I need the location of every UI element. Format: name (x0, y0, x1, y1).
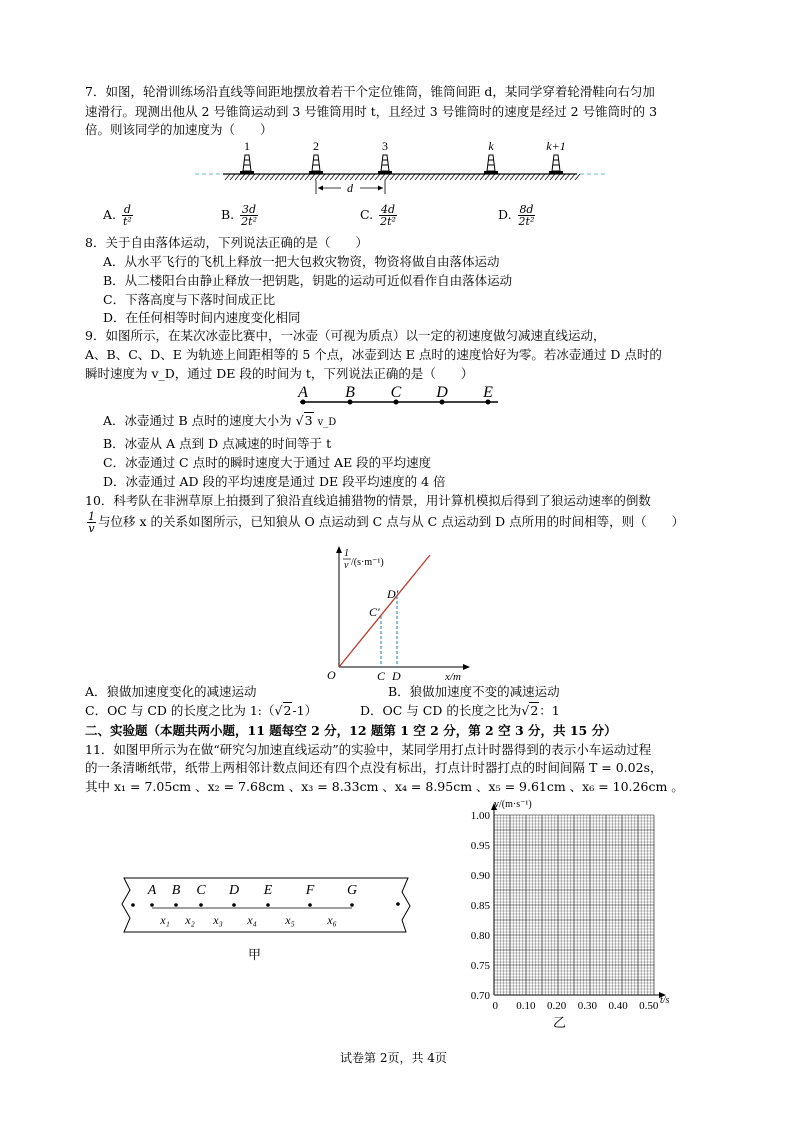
section2-title: 二、实验题（本题共两小题，11 题每空 2 分，12 题第 1 空 2 分，第 2 空 3 分，共 15 分） (85, 723, 617, 738)
cone-4 (484, 155, 498, 174)
q7-option-b[interactable]: B. $\frac{3d}{\text{2t²}}$ (221, 203, 257, 228)
q10-option-a[interactable]: A．狼做加速度变化的减速运动 (85, 684, 257, 699)
q10-option-b[interactable]: B．狼做加速度不变的减速运动 (388, 684, 560, 699)
grid-x-tick: 0.10 (516, 1000, 536, 1012)
q10-option-d[interactable]: D．OC 与 CD 的长度之比为√2：1 (360, 703, 560, 718)
q9-line-2: A、B、C、D、E 为轨迹上间距相等的 5 个点，冰壶到达 E 点时的速度恰好为零。若冰壶通过 D 点时的 (85, 347, 662, 362)
q7-cone-figure (195, 138, 615, 200)
grid-x-label: t/s (660, 995, 670, 1006)
q7-cone-label-k: k (488, 139, 494, 153)
q10-y-frac-num: 1 (344, 548, 349, 559)
tape-point-a: A (147, 883, 157, 898)
tape-seg-x3: x₃ (213, 913, 223, 927)
q8-option-b[interactable]: B．从二楼阳台由静止释放一把钥匙，钥匙的运动可近似看作自由落体运动 (103, 273, 513, 288)
q9-point-a: A (298, 384, 308, 401)
grid-y-tick: 0.70 (470, 990, 490, 1002)
q11-line-2: 的一条清晰纸带，纸带上两相邻计数点间还有四个点没有标出，打点计时器打点的时间间隔 T = 0.02s， (85, 760, 663, 775)
tape-seg-x6: x₆ (327, 913, 337, 927)
q7-option-a[interactable]: A. $\frac{d}{\text{t²}}$ (103, 203, 132, 228)
q9-option-a[interactable]: A．冰壶通过 B 点时的速度大小为 √3 v_D (103, 413, 337, 428)
grid-y-label: v/(m·s⁻¹) (494, 799, 532, 810)
q10-line-1: 10．科考队在非洲草原上拍摄到了狼沿直线追捕猎物的情景，用计算机模拟后得到了狼运动速率的倒数 (85, 493, 651, 508)
grid-y-tick: 0.90 (470, 870, 490, 882)
tape-point-g: G (346, 883, 358, 898)
cone-3 (378, 155, 392, 174)
grid-x-tick: 0.50 (639, 1000, 659, 1012)
q8-option-d[interactable]: D．在任何相等时间内速度变化相同 (103, 310, 301, 325)
grid-x-tick: 0.20 (547, 1000, 567, 1012)
q7-line-2: 速滑行。现测出他从 2 号锥筒运动到 3 号锥筒用时 t，且经过 3 号锥筒时的速度是经过 2 号锥筒时的 3 (85, 104, 658, 119)
q10-y-frac-den: v (344, 560, 349, 571)
q9-point-e: E (483, 384, 493, 401)
q9-line-1: 9．如图所示，在某次冰壶比赛中，一冰壶（可视为质点）以一定的初速度做匀减速直线运动， (85, 328, 606, 343)
q10-x-label: x/m (445, 671, 461, 683)
page-footer: 试卷第 2页，共 4页 (340, 1051, 447, 1065)
grid-y-tick: 0.75 (470, 960, 490, 972)
cone-5 (549, 155, 563, 174)
q8-option-c[interactable]: C．下落高度与下落时间成正比 (103, 292, 276, 307)
q7-line-1: 7．如图，轮滑训练场沿直线等间距地摆放着若干个定位锥筒，锥筒间距 d，某同学穿着轮滑鞋向右匀加 (85, 84, 655, 99)
grid-y-tick: 1.00 (470, 810, 490, 822)
q9-option-d[interactable]: D．冰壶通过 AD 段的平均速度是通过 DE 段平均速度的 4 倍 (103, 474, 446, 489)
q11-line-1: 11．如图甲所示为在做“研究匀加速直线运动”的实验中，某同学用打点计时器得到的表示小车运动过程 (85, 742, 652, 757)
q7-line-3: 倍。则该同学的加速度为（ ） (85, 122, 273, 137)
q7-option-d[interactable]: D. $\frac{8d}{\text{2t²}}$ (498, 203, 535, 228)
q10-option-c[interactable]: C．OC 与 CD 的长度之比为 1:（√2-1） (85, 703, 318, 718)
q9-point-d: D (436, 384, 448, 401)
fig-yi-caption: 乙 (553, 1016, 567, 1031)
q11-velocity-grid (460, 795, 680, 1025)
tape-seg-x5: x₅ (285, 913, 295, 927)
q7-option-c[interactable]: C. $\frac{4d}{\text{2t²}}$ (360, 203, 396, 228)
tape-point-f: F (305, 883, 315, 898)
tape-seg-x1: x₁ (160, 913, 170, 927)
tape-point-e: E (263, 883, 273, 898)
q9-option-b[interactable]: B．冰壶从 A 点到 D 点减速的时间等于 t (103, 436, 332, 451)
q9-point-c: C (390, 384, 402, 401)
tape-point-d: D (228, 883, 240, 898)
q7-cone-label-1: 1 (244, 139, 250, 153)
q9-point-b: B (345, 384, 355, 401)
q11-tape-figure (118, 872, 418, 942)
q10-cp-label: C' (369, 605, 380, 619)
q10-y-label: /(s·m⁻¹) (351, 557, 384, 568)
q7-cone-label-3: 3 (382, 139, 388, 153)
grid-y-tick: 0.85 (470, 900, 490, 912)
q10-dp-label: D' (387, 587, 399, 601)
grid-x-tick: 0.40 (608, 1000, 628, 1012)
tape-point-b: B (171, 883, 181, 898)
grid-x-tick: 0.30 (577, 1000, 597, 1012)
q8-option-a[interactable]: A．从水平飞行的飞机上释放一把大包救灾物资，物资将做自由落体运动 (103, 254, 500, 269)
q10-graph (320, 543, 480, 683)
q10-d-label: D (392, 669, 401, 683)
q10-origin: O (327, 668, 336, 682)
q10-line-2: $\frac{1}{v}$ 与位移 x 的关系如图所示，已知狼从 O 点运动到 C 点与从 C 点运动到 D 点所用的时间相等，则（ ） (88, 510, 685, 535)
q9-option-c[interactable]: C．冰壶通过 C 点时的瞬时速度大于通过 AE 段的平均速度 (103, 455, 432, 470)
tape-point-c: C (196, 883, 206, 898)
cone-2 (309, 155, 323, 174)
tape-seg-x4: x₄ (247, 913, 257, 927)
fig-jia-caption: 甲 (248, 948, 262, 963)
q8-stem: 8．关于自由落体运动，下列说法正确的是（ ） (85, 235, 368, 250)
q10-c-label: C (377, 669, 386, 683)
q7-d-label: d (347, 181, 353, 195)
q7-cone-label-k1: k+1 (546, 139, 566, 153)
cone-1 (240, 155, 254, 174)
q9-track-figure (290, 382, 510, 410)
grid-y-tick: 0.80 (470, 930, 490, 942)
q11-line-3: 其中 x₁ = 7.05cm 、x₂ = 7.68cm 、x₃ = 8.33cm 、x₄ = 8.95cm 、x₅ = 9.61cm 、x₆ = 10.26cm 。 (85, 779, 684, 794)
grid-y-tick: 0.95 (470, 840, 490, 852)
grid-x-tick: 0 (492, 1000, 498, 1012)
q9-line-3: 瞬时速度为 v_D，通过 DE 段的时间为 t，下列说法正确的是（ ） (85, 366, 474, 381)
tape-seg-x2: x₂ (185, 913, 195, 927)
q7-cone-label-2: 2 (313, 139, 319, 153)
